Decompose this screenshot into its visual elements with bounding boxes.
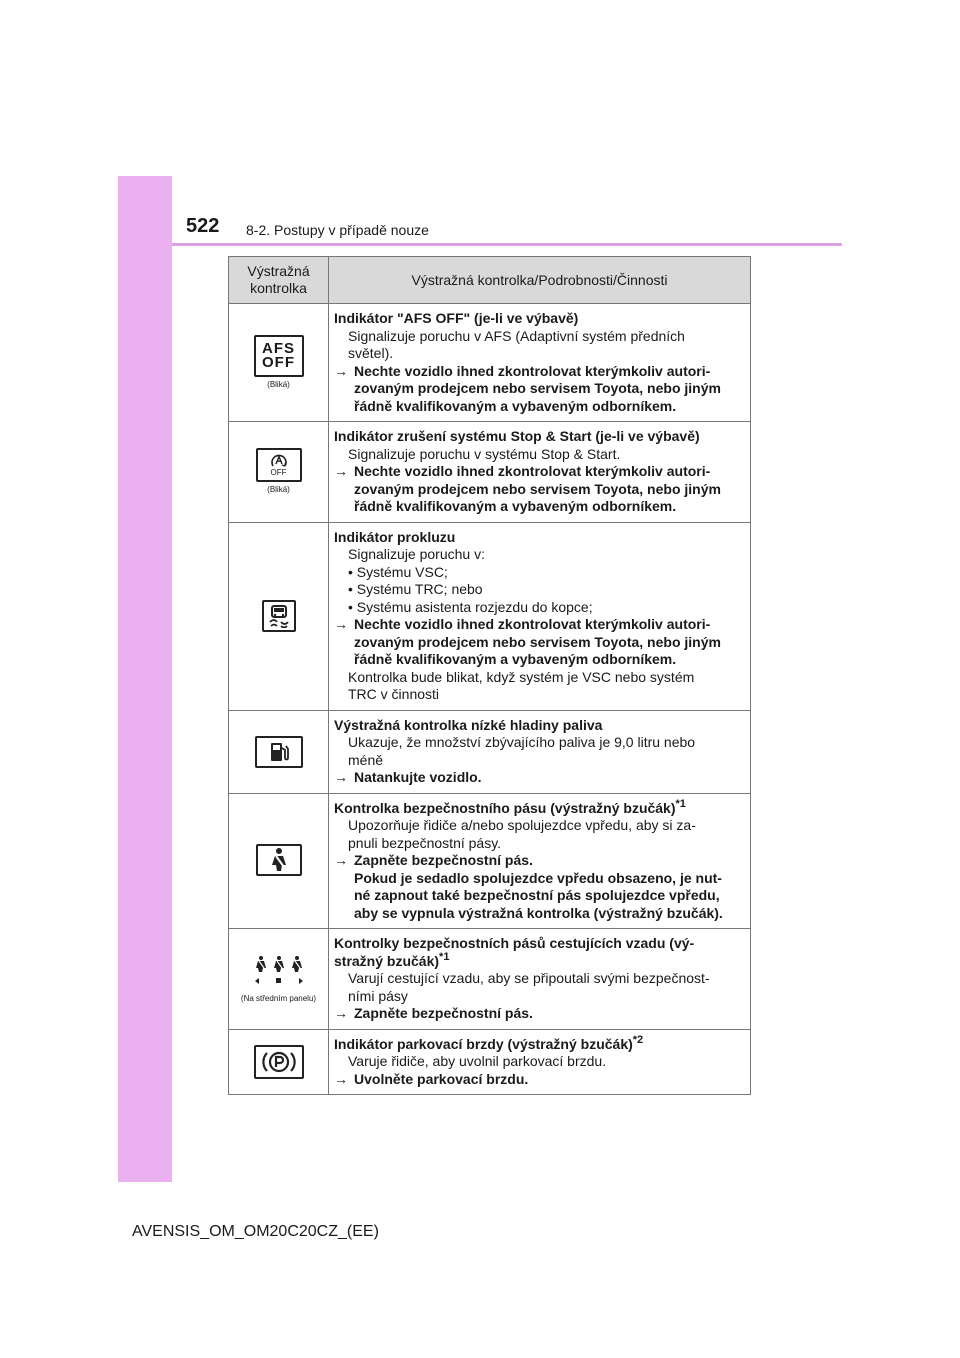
description-cell (329, 793, 751, 929)
footnote-marker: *2 (632, 1033, 644, 1046)
row-title-text: Kontrolka bezpečnostního pásu (výstražný bzučák) (334, 799, 676, 816)
parking-brake-symbol (262, 1049, 296, 1075)
action-line: aby se vypnula výstražná kontrolka (výstražný bzučák). (354, 904, 723, 921)
icon-cell (229, 929, 329, 1030)
row-title: Kontrolky bezpečnostních pásů cestujících vzadu (vý- (334, 935, 695, 951)
action-text: Zapněte bezpečnostní pás. (354, 1005, 533, 1021)
description-cell (329, 929, 751, 1030)
table-row (229, 710, 751, 793)
rear-seatbelts-icon (251, 954, 307, 991)
description-line: Kontrolka bude blikat, když systém je VSC nebo systém (348, 668, 695, 685)
description-line: TRC v činnosti (348, 686, 440, 702)
description-line: Varuje řidiče, aby uvolnil parkovací brzdu. (348, 1053, 607, 1069)
table-row (229, 929, 751, 1030)
action-line: řádně kvalifikovaným a vybaveným odborníkem. (354, 498, 677, 514)
fuel-pump-symbol (268, 741, 290, 763)
parking-brake-icon (254, 1045, 304, 1079)
table-row (229, 522, 751, 710)
rear-seatbelts-symbol (251, 954, 307, 986)
row-title-text: Indikátor parkovací brzdy (výstražný bzučák) (334, 1035, 633, 1052)
stop-start-a-symbol (268, 453, 290, 469)
icon-caption: (Bliká) (267, 485, 290, 495)
stop-start-off-icon (256, 448, 302, 482)
description-cell (329, 422, 751, 523)
arrow-right-icon: → (334, 362, 348, 379)
description-line: Varují cestující vzadu, aby se připoutali svými bezpečnost- (348, 970, 710, 986)
skidding-car-symbol (266, 604, 292, 628)
icon-cell (229, 1029, 329, 1095)
column-header-light: Výstražná kontrolka (229, 257, 329, 304)
description-line: méně (348, 751, 384, 768)
row-title: Indikátor zrušení systému Stop & Start (je-li ve výbavě) (334, 428, 700, 444)
table-header-row (229, 257, 751, 304)
action-text: Natankujte vozidlo. (354, 769, 482, 785)
action-line: řádně kvalifikovaným a vybaveným odborníkem. (354, 651, 677, 667)
row-title (334, 797, 746, 818)
arrow-right-icon: → (334, 852, 348, 868)
icon-cell (229, 304, 329, 422)
action-line: zovaným prodejcem nebo servisem Toyota, nebo jiným (354, 380, 721, 396)
description-cell (329, 1029, 751, 1095)
arrow-right-icon: → (334, 769, 348, 785)
icon-cell (229, 422, 329, 523)
table-row (229, 793, 751, 929)
table-row (229, 1029, 751, 1095)
action-line (334, 1005, 746, 1023)
description-line: Ukazuje, že množství zbývajícího paliva je 9,0 litru nebo (348, 734, 696, 750)
description-line: Signalizuje poruchu v AFS (Adaptivní systém předních (348, 327, 685, 344)
description-line: Upozorňuje řidiče a/nebo spolujezdce vpředu, aby si za- (348, 817, 696, 833)
document-id-footer: AVENSIS_OM_OM20C20CZ_(EE) (132, 1223, 379, 1240)
chapter-sidebar-tab (118, 176, 172, 1182)
seatbelt-person-symbol (267, 847, 291, 873)
action-line: zovaným prodejcem nebo servisem Toyota, nebo jiným (354, 480, 721, 497)
action-line: Pokud je sedadlo spolujezdce vpředu obsazeno, je nut- (354, 869, 722, 886)
table-row (229, 422, 751, 523)
bullet-item: • Systému VSC; (348, 563, 448, 580)
action-line: řádně kvalifikovaným a vybaveným odborníkem. (354, 397, 677, 414)
bullet-item: • Systému TRC; nebo (348, 581, 483, 597)
description-line: ními pásy (348, 987, 408, 1004)
description-line: Signalizuje poruchu v: (348, 546, 485, 562)
description-line: světel). (348, 345, 394, 361)
arrow-right-icon: → (334, 616, 348, 632)
arrow-right-icon: → (334, 1070, 348, 1087)
description-line: Signalizuje poruchu v systému Stop & Start. (348, 445, 621, 462)
action-line (334, 616, 746, 634)
table-row (229, 304, 751, 422)
action-text: Nechte vozidlo ihned zkontrolovat kterýmkoliv autori- (354, 463, 711, 479)
description-cell (329, 522, 751, 710)
action-line (334, 363, 746, 381)
row-title-text: stražný bzučák) (334, 952, 440, 969)
description-cell (329, 710, 751, 793)
action-line (334, 463, 746, 481)
description-cell (329, 304, 751, 422)
slip-indicator-icon (262, 600, 296, 632)
action-line: né zapnout také bezpečnostní pás spolujezdce vpředu, (354, 887, 720, 903)
bullet-item: • Systému asistenta rozjezdu do kopce; (348, 598, 593, 615)
seatbelt-icon (256, 844, 302, 876)
action-text: Nechte vozidlo ihned zkontrolovat kterýmkoliv autori- (354, 616, 711, 632)
afs-off-icon (254, 335, 304, 377)
row-title (334, 1033, 746, 1054)
action-text: Uvolněte parkovací brzdu. (354, 1070, 529, 1087)
action-line: zovaným prodejcem nebo servisem Toyota, nebo jiným (354, 633, 721, 650)
icon-cell (229, 522, 329, 710)
header-divider (172, 243, 842, 246)
action-line (334, 852, 746, 870)
icon-caption: (Na středním panelu) (240, 993, 317, 1003)
page-number: 522 (186, 215, 220, 237)
column-header-details: Výstražná kontrolka/Podrobnosti/Činnosti (329, 257, 751, 304)
off-label: OFF (270, 468, 287, 478)
row-title (334, 950, 746, 971)
action-text: Nechte vozidlo ihned zkontrolovat kterýmkoliv autori- (354, 362, 711, 379)
warning-lights-table (228, 256, 751, 1095)
action-line (334, 1071, 746, 1089)
footnote-marker: *1 (675, 797, 686, 810)
row-title: Výstražná kontrolka nízké hladiny paliva (334, 716, 603, 733)
afs-off-icon-label: AFS OFF (262, 340, 295, 371)
action-line (334, 769, 746, 787)
row-title: Indikátor prokluzu (334, 528, 456, 545)
description-line: pnuli bezpečnostní pásy. (348, 834, 502, 851)
action-text: Zapněte bezpečnostní pás. (354, 852, 533, 868)
fuel-pump-icon (255, 736, 303, 768)
icon-cell (229, 793, 329, 929)
arrow-right-icon: → (334, 463, 348, 479)
footnote-marker: *1 (439, 950, 450, 963)
section-title: 8-2. Postupy v případě nouze (246, 222, 429, 238)
arrow-right-icon: → (334, 1005, 348, 1021)
icon-caption: (Bliká) (267, 380, 290, 389)
icon-cell (229, 710, 329, 793)
row-title: Indikátor "AFS OFF" (je-li ve výbavě) (334, 310, 579, 326)
